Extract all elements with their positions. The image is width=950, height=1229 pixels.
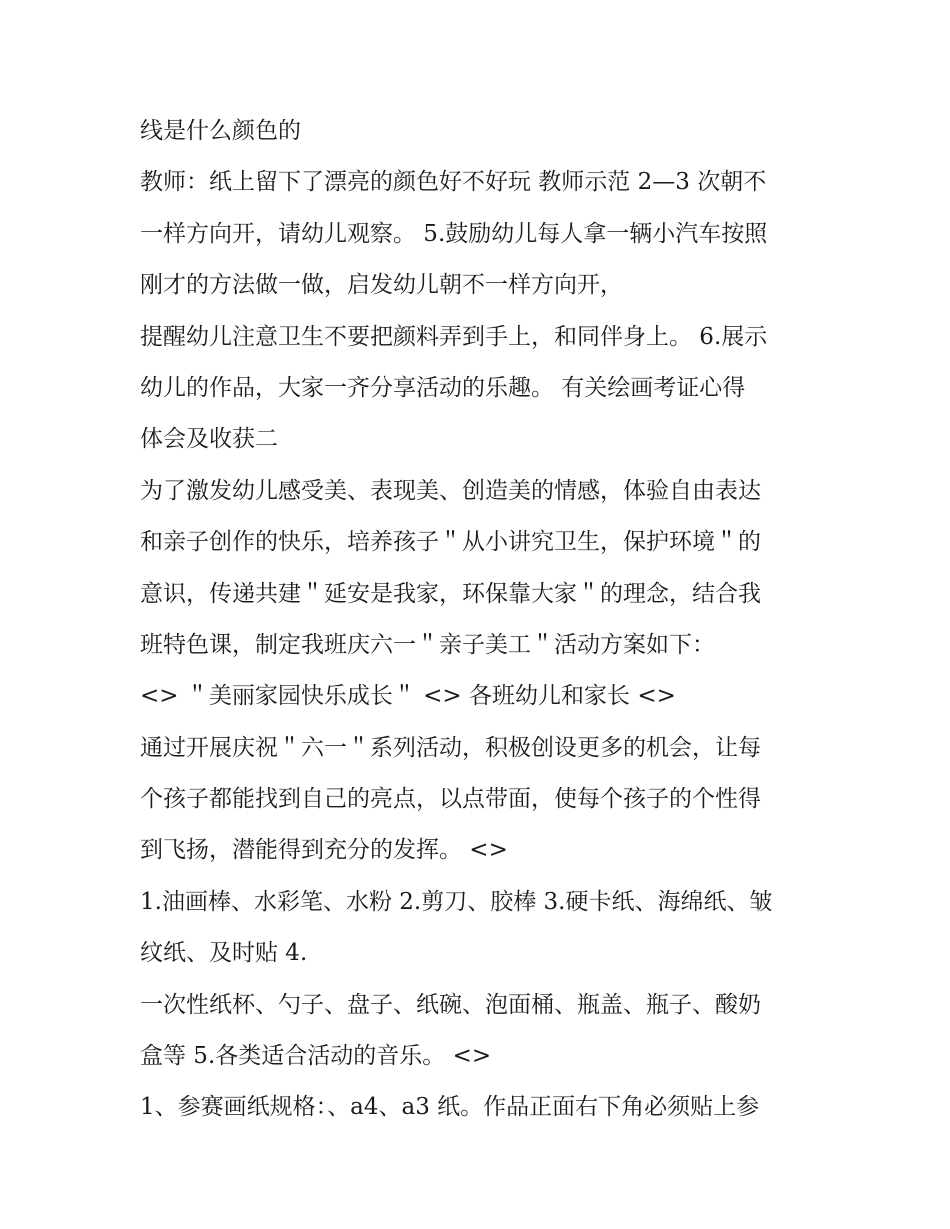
text-line: 和亲子创作的快乐，培养孩子＂从小讲究卫生，保护环境＂的 [140, 529, 761, 556]
text-line: 纹纸、及时贴 4. [140, 940, 308, 967]
document-body [140, 106, 820, 1134]
text-line: 盒等 5.各类适合活动的音乐。 <> [140, 1043, 492, 1070]
text-line: 一次性纸杯、勺子、盘子、纸碗、泡面桶、瓶盖、瓶子、酸奶 [140, 991, 761, 1018]
text-line: 幼儿的作品，大家一齐分享活动的乐趣。 有关绘画考证心得 [140, 374, 746, 401]
text-line: 为了激发幼儿感受美、表现美、创造美的情感，体验自由表达 [140, 477, 761, 504]
text-line: 线是什么颜色的 [140, 118, 301, 144]
text-line: 1、参赛画纸规格：、a4、a3 纸。作品正面右下角必须贴上参 [140, 1094, 760, 1121]
text-line: 1.油画棒、水彩笔、水粉 2.剪刀、胶棒 3.硬卡纸、海绵纸、皱 [140, 888, 773, 915]
text-line: 意识，传递共建＂延安是我家，环保靠大家＂的理念，结合我 [140, 580, 761, 607]
text-line: 班特色课，制定我班庆六一＂亲子美工＂活动方案如下： [140, 631, 715, 658]
text-line: 一样方向开，请幼儿观察。 5.鼓励幼儿每人拿一辆小汽车按照 [140, 220, 768, 247]
text-line: 提醒幼儿注意卫生不要把颜料弄到手上，和同伴身上。 6.展示 [140, 323, 768, 350]
text-line: 体会及收获二 [140, 426, 278, 453]
text-line: 教师：纸上留下了漂亮的颜色好不好玩 教师示范 2—3 次朝不 [140, 169, 767, 196]
text-line: 通过开展庆祝＂六一＂系列活动，积极创设更多的机会，让每 [140, 734, 761, 761]
text-line: 到飞扬，潜能得到充分的发挥。 <> [140, 837, 508, 864]
text-line: 个孩子都能找到自己的亮点，以点带面，使每个孩子的个性得 [140, 786, 761, 813]
text-line: 刚才的方法做一做，启发幼儿朝不一样方向开， [140, 272, 623, 299]
text-line: <> ＂美丽家园快乐成长＂ <> 各班幼儿和家长 <> [140, 683, 676, 710]
